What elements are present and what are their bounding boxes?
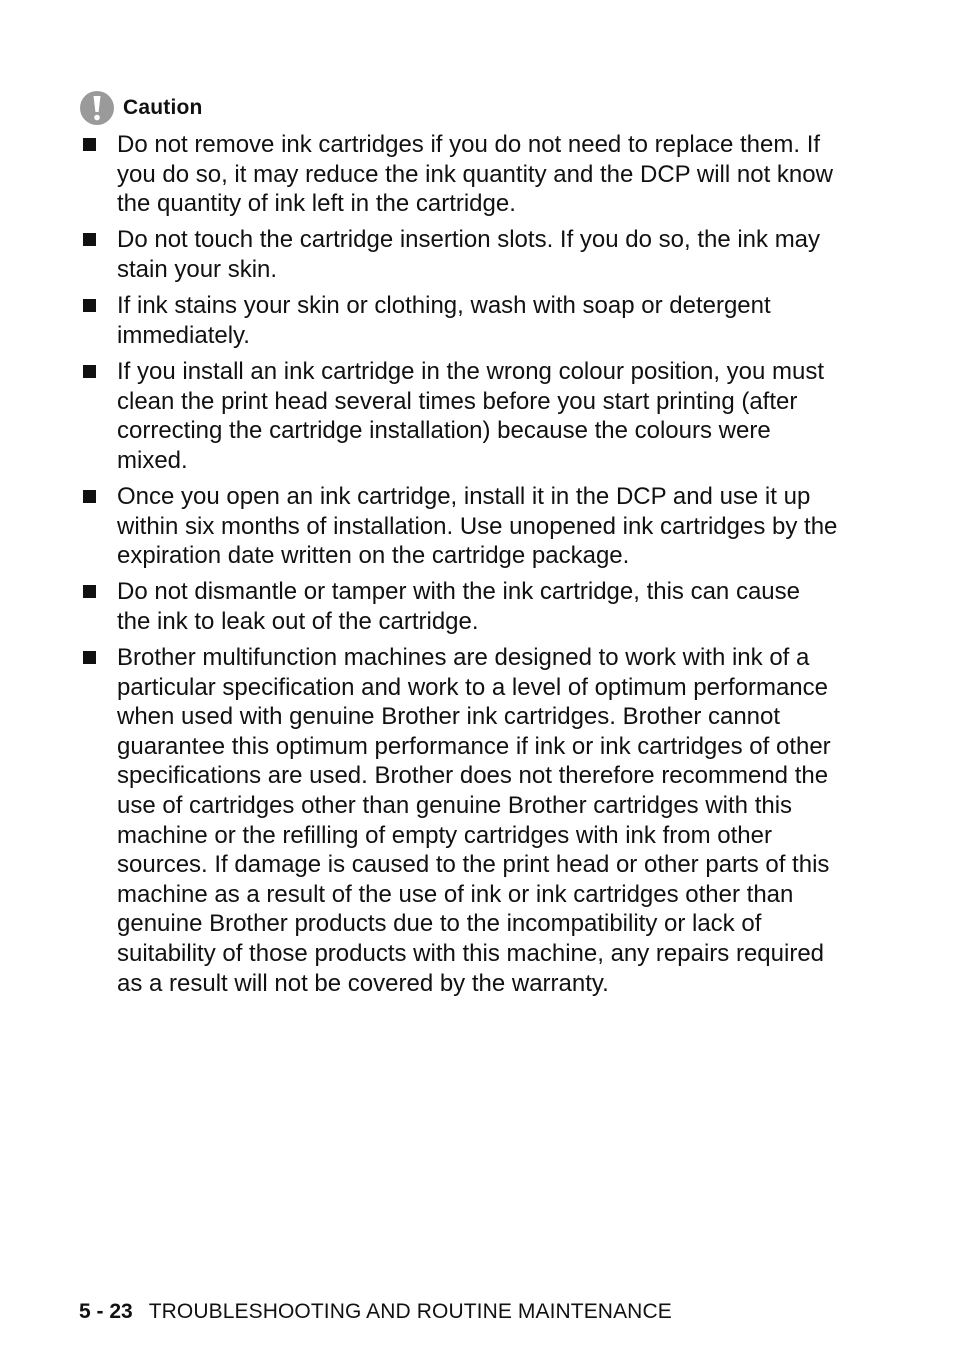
caution-bullet-list [79, 130, 839, 1005]
caution-item-4 [79, 357, 839, 475]
caution-item-text: Do not touch the cartridge insertion slots. If you do so, the ink may stain your skin. [117, 226, 821, 283]
caution-item-3 [79, 291, 839, 350]
caution-item-6 [79, 577, 839, 636]
caution-item-5 [79, 482, 839, 571]
caution-label: Caution [123, 96, 203, 119]
exclamation-circle-icon [79, 90, 115, 126]
page-footer [79, 1300, 672, 1324]
caution-item-7 [79, 643, 839, 998]
bullet-square-icon [83, 233, 96, 246]
caution-item-1 [79, 130, 839, 219]
caution-item-text: If ink stains your skin or clothing, wash with soap or detergent immediately. [117, 292, 771, 349]
page-number: 5 - 23 [79, 1300, 133, 1323]
bullet-square-icon [83, 651, 96, 664]
caution-header [79, 90, 203, 126]
caution-item-text: If you install an ink cartridge in the wrong colour position, you must clean the print head several times before you start printing (after correcting the cartridge installation) because the colours were mixed. [117, 357, 825, 474]
bullet-square-icon [83, 585, 96, 598]
bullet-square-icon [83, 365, 96, 378]
bullet-square-icon [83, 299, 96, 312]
caution-item-2 [79, 225, 839, 284]
bullet-square-icon [83, 138, 96, 151]
caution-item-text: Do not dismantle or tamper with the ink cartridge, this can cause the ink to leak out of the cartridge. [117, 578, 800, 635]
caution-item-text: Once you open an ink cartridge, install it in the DCP and use it up within six months of installation. Use unopened ink cartridges by the expiration date written on the cartridge package. [117, 482, 838, 570]
bullet-square-icon [83, 490, 96, 503]
section-title: TROUBLESHOOTING AND ROUTINE MAINTENANCE [148, 1300, 672, 1323]
caution-item-text: Do not remove ink cartridges if you do not need to replace them. If you do so, it may reduce the ink quantity and the DCP will not know the quantity of ink left in the cartridge. [117, 131, 833, 218]
caution-item-text: Brother multifunction machines are designed to work with ink of a particular specification and work to a level of optimum performance when used with genuine Brother ink cartridges. Brother cannot guarantee this optimum performance if ink or ink cartridges of other specifications are used. Brother does not therefore recommend the use of cartridges other than genuine Brother cartridges with this machine or the refilling of empty cartridges with ink from other sources. If damage is caused to the print head or other parts of this machine as a result of the use of ink or ink cartridges other than genuine Brother products due to the incompatibility or lack of suitability of those products with this machine, any repairs required as a result will not be covered by the warranty. [117, 644, 831, 997]
